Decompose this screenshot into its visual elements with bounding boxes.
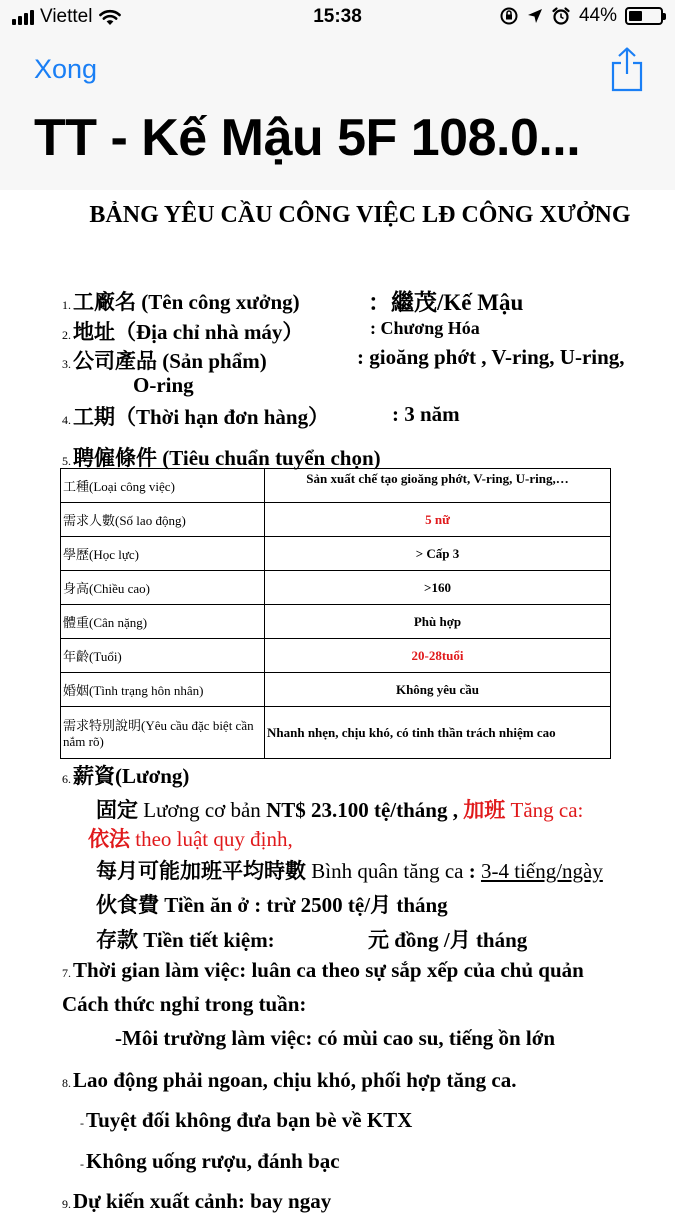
battery-percent: 44% — [578, 5, 617, 26]
document-page — [0, 190, 675, 1213]
table-key: 需求特別說明(Yêu cầu đặc biệt cần nắm rõ) — [61, 707, 265, 759]
rule-no-visitors: -Tuyệt đối không đưa bạn bè về KTX — [80, 1108, 413, 1132]
status-right — [499, 5, 663, 27]
section-7-break: Cách thức nghỉ trong tuần: — [62, 992, 307, 1016]
battery-level — [629, 11, 642, 21]
salary-fixed-line: 固定 Lương cơ bản NT$ 23.100 tệ/tháng , 加班 Tăng ca: — [96, 798, 584, 822]
table-value: Sản xuất chế tạo gioăng phớt, V-ring, U-ring,… — [265, 469, 611, 503]
info-factory-value: ：繼茂/Kế Mậu — [368, 290, 524, 315]
table-row — [61, 639, 611, 673]
salary-savings-value: 元 đồng /月 tháng — [368, 928, 528, 952]
table-value: > Cấp 3 — [265, 537, 611, 571]
section-7-line: 7.Thời gian làm việc: luân ca theo sự sắp xếp của chủ quản — [62, 958, 584, 982]
battery-icon — [625, 7, 663, 25]
status-bar — [0, 0, 675, 36]
nav-bar — [0, 46, 675, 96]
info-factory-label: 1.工廠名 (Tên công xưởng) — [62, 290, 300, 314]
location-icon — [527, 8, 543, 24]
salary-savings-label: 存款 Tiền tiết kiệm: — [96, 928, 275, 952]
section-9-line: 9.Dự kiến xuất cảnh: bay ngay — [62, 1189, 332, 1213]
info-address-value: : Chương Hóa — [370, 318, 480, 338]
table-value: 20-28tuổi — [265, 639, 611, 673]
table-key: 婚姻(Tình trạng hôn nhân) — [61, 673, 265, 707]
done-button[interactable]: Xong — [34, 54, 98, 84]
table-row — [61, 571, 611, 605]
table-key: 需求人數(Số lao động) — [61, 503, 265, 537]
salary-overtime-line: 每月可能加班平均時數 Bình quân tăng ca : 3-4 tiếng/ngày — [96, 859, 603, 883]
info-product-value-cont: O-ring — [133, 373, 194, 397]
table-value: Phù hợp — [265, 605, 611, 639]
info-product-label: 3.公司產品 (Sản phẩm) — [62, 349, 267, 373]
status-time: 15:38 — [313, 6, 362, 27]
table-row — [61, 537, 611, 571]
table-row — [61, 707, 611, 759]
section-8-line: 8.Lao động phải ngoan, chịu khó, phối hợp tăng ca. — [62, 1068, 517, 1092]
table-key: 工種(Loại công việc) — [61, 469, 265, 503]
table-value: Nhanh nhẹn, chịu khó, có tinh thần trách nhiệm cao — [265, 707, 611, 759]
table-row — [61, 503, 611, 537]
info-product-value: : gioăng phớt , V-ring, U-ring, — [357, 345, 625, 369]
orientation-lock-icon — [499, 6, 519, 26]
salary-food-line: 伙食費 Tiền ăn ở : trừ 2500 tệ/月 tháng — [96, 893, 448, 917]
info-term-label: 4.工期（Thời hạn đơn hàng） — [62, 405, 330, 429]
alarm-icon — [551, 6, 571, 26]
requirements-table — [60, 468, 611, 759]
section-6-heading: 6.薪資(Lương) — [62, 764, 190, 788]
table-row — [61, 605, 611, 639]
salary-law-line: 依法 theo luật quy định, — [88, 827, 293, 851]
viewer-header — [0, 0, 675, 190]
rule-no-alcohol: -Không uống rượu, đánh bạc — [80, 1149, 340, 1173]
table-key: 身高(Chiều cao) — [61, 571, 265, 605]
table-row — [61, 673, 611, 707]
table-key: 學歷(Học lực) — [61, 537, 265, 571]
table-value: >160 — [265, 571, 611, 605]
document-title: TT - Kế Mậu 5F 108.0... — [34, 109, 581, 167]
table-value: 5 nữ — [265, 503, 611, 537]
section-5-heading: 5.聘僱條件 (Tiêu chuẩn tuyển chọn) — [62, 446, 381, 470]
carrier-name: Viettel — [40, 6, 93, 27]
section-7-environment: -Môi trường làm việc: có mùi cao su, tiếng ồn lớn — [115, 1026, 556, 1050]
share-icon[interactable] — [609, 46, 645, 92]
document-heading: BẢNG YÊU CẦU CÔNG VIỆC LĐ CÔNG XƯỞNG — [89, 202, 631, 228]
table-row — [61, 469, 611, 503]
table-key: 年齡(Tuổi) — [61, 639, 265, 673]
info-address-label: 2.地址（Địa chỉ nhà máy） — [62, 320, 304, 344]
info-term-value: : 3 năm — [392, 402, 460, 426]
table-value: Không yêu cầu — [265, 673, 611, 707]
table-key: 體重(Cân nặng) — [61, 605, 265, 639]
